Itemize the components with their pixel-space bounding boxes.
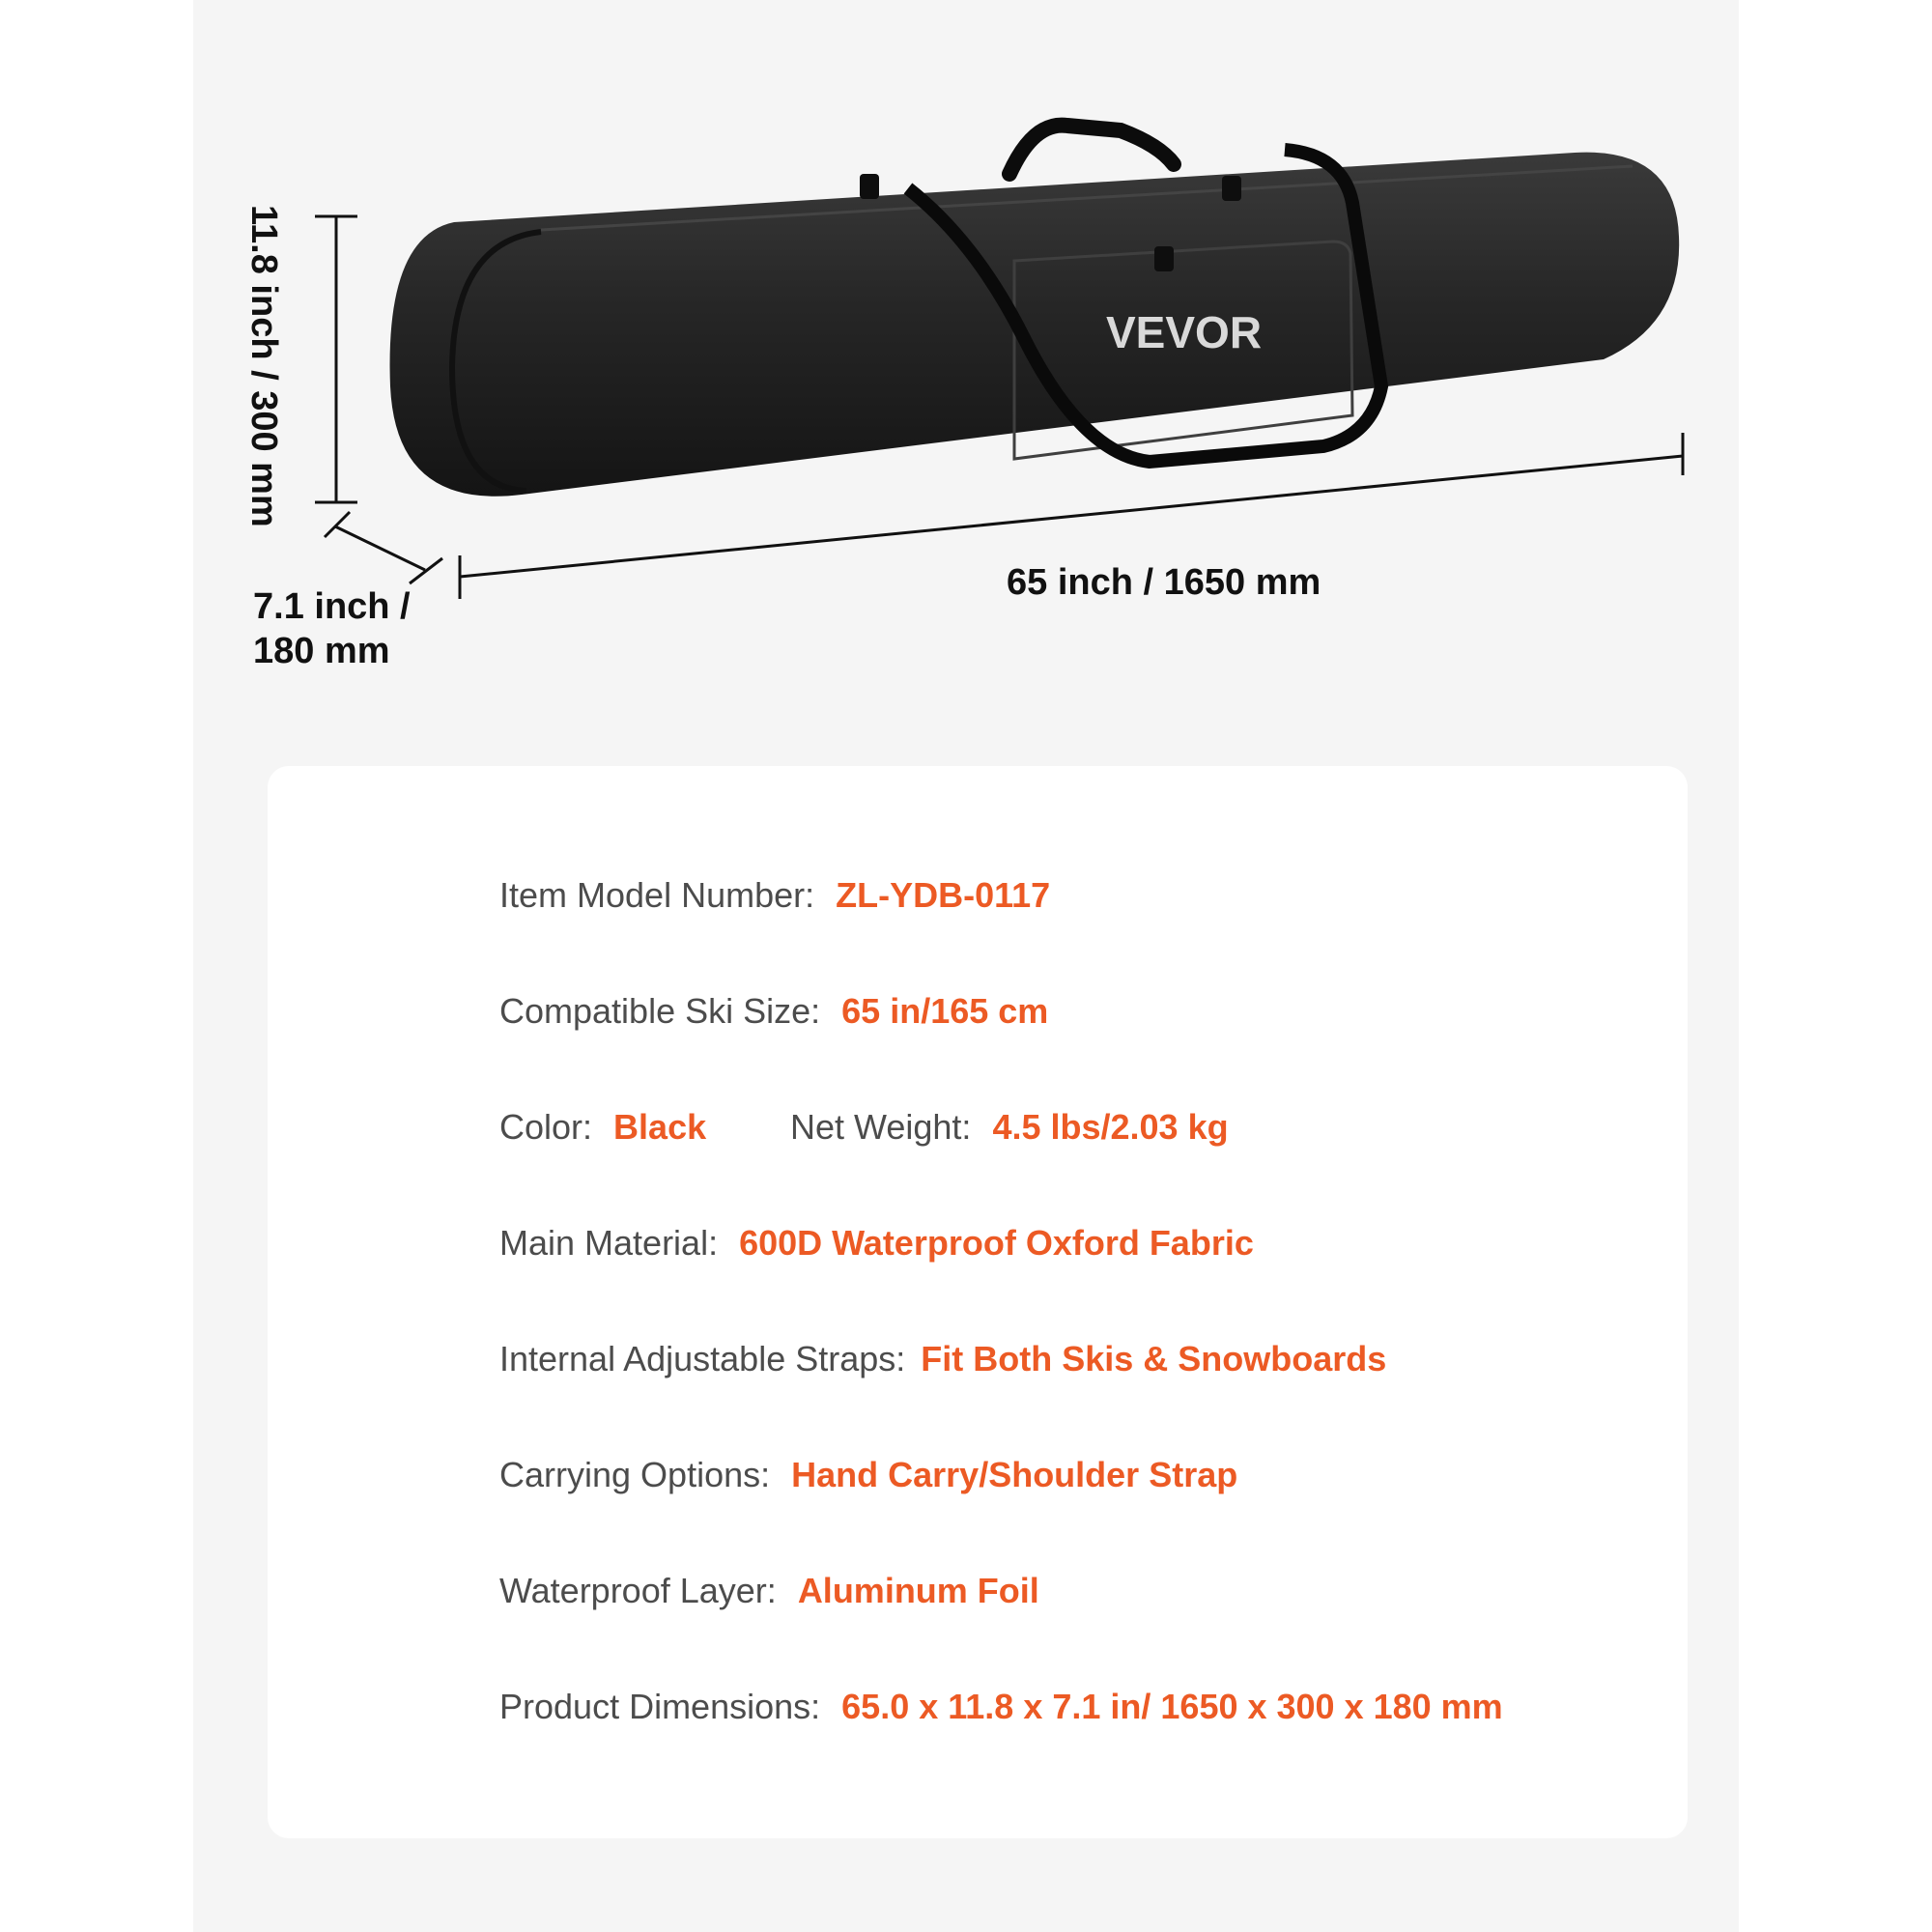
spec-label: Color:: [499, 1107, 593, 1147]
brand-logo: VEVOR: [1106, 307, 1263, 357]
spec-row-dimensions: [499, 1686, 1503, 1728]
spec-row-model: [499, 874, 1050, 917]
spec-value: Black: [613, 1107, 707, 1147]
spec-card: [268, 766, 1688, 1838]
spec-value: Fit Both Skis & Snowboards: [921, 1339, 1387, 1378]
spec-row-ski-size: [499, 990, 1048, 1033]
height-dimension-line: [315, 216, 357, 502]
spec-label: Product Dimensions:: [499, 1687, 821, 1726]
spec-value: 65 in/165 cm: [841, 991, 1049, 1031]
spec-label: Main Material:: [499, 1223, 719, 1263]
spec-row-color: [499, 1106, 706, 1149]
spec-label: Internal Adjustable Straps:: [499, 1339, 906, 1378]
spec-row-straps: [499, 1338, 1386, 1380]
spec-label: Waterproof Layer:: [499, 1571, 777, 1610]
spec-label: Carrying Options:: [499, 1455, 771, 1494]
spec-row-carrying: [499, 1454, 1237, 1496]
carry-handle: [1009, 126, 1174, 174]
zipper-pull: [1222, 176, 1241, 201]
spec-label: Compatible Ski Size:: [499, 991, 821, 1031]
spec-row-weight: [790, 1106, 1229, 1149]
zipper-pull: [860, 174, 879, 199]
depth-dimension-line: [325, 512, 442, 583]
spec-row-material: [499, 1222, 1254, 1264]
spec-value: Hand Carry/Shoulder Strap: [791, 1455, 1238, 1494]
spec-value: 4.5 lbs/2.03 kg: [992, 1107, 1229, 1147]
spec-value: 65.0 x 11.8 x 7.1 in/ 1650 x 300 x 180 mm: [841, 1687, 1503, 1726]
zipper-pull: [1154, 246, 1174, 271]
length-dimension-label: 65 inch / 1650 mm: [1007, 562, 1321, 603]
ski-bag-body: [390, 153, 1680, 497]
spec-value: 600D Waterproof Oxford Fabric: [739, 1223, 1254, 1263]
spec-label: Net Weight:: [790, 1107, 972, 1147]
spec-label: Item Model Number:: [499, 875, 815, 915]
spec-row-waterproof: [499, 1570, 1039, 1612]
spec-value: Aluminum Foil: [797, 1571, 1039, 1610]
depth-dimension-label: 7.1 inch / 180 mm: [253, 586, 411, 671]
height-dimension-label: 11.8 inch / 300 mm: [243, 205, 284, 527]
spec-value: ZL-YDB-0117: [836, 875, 1051, 915]
